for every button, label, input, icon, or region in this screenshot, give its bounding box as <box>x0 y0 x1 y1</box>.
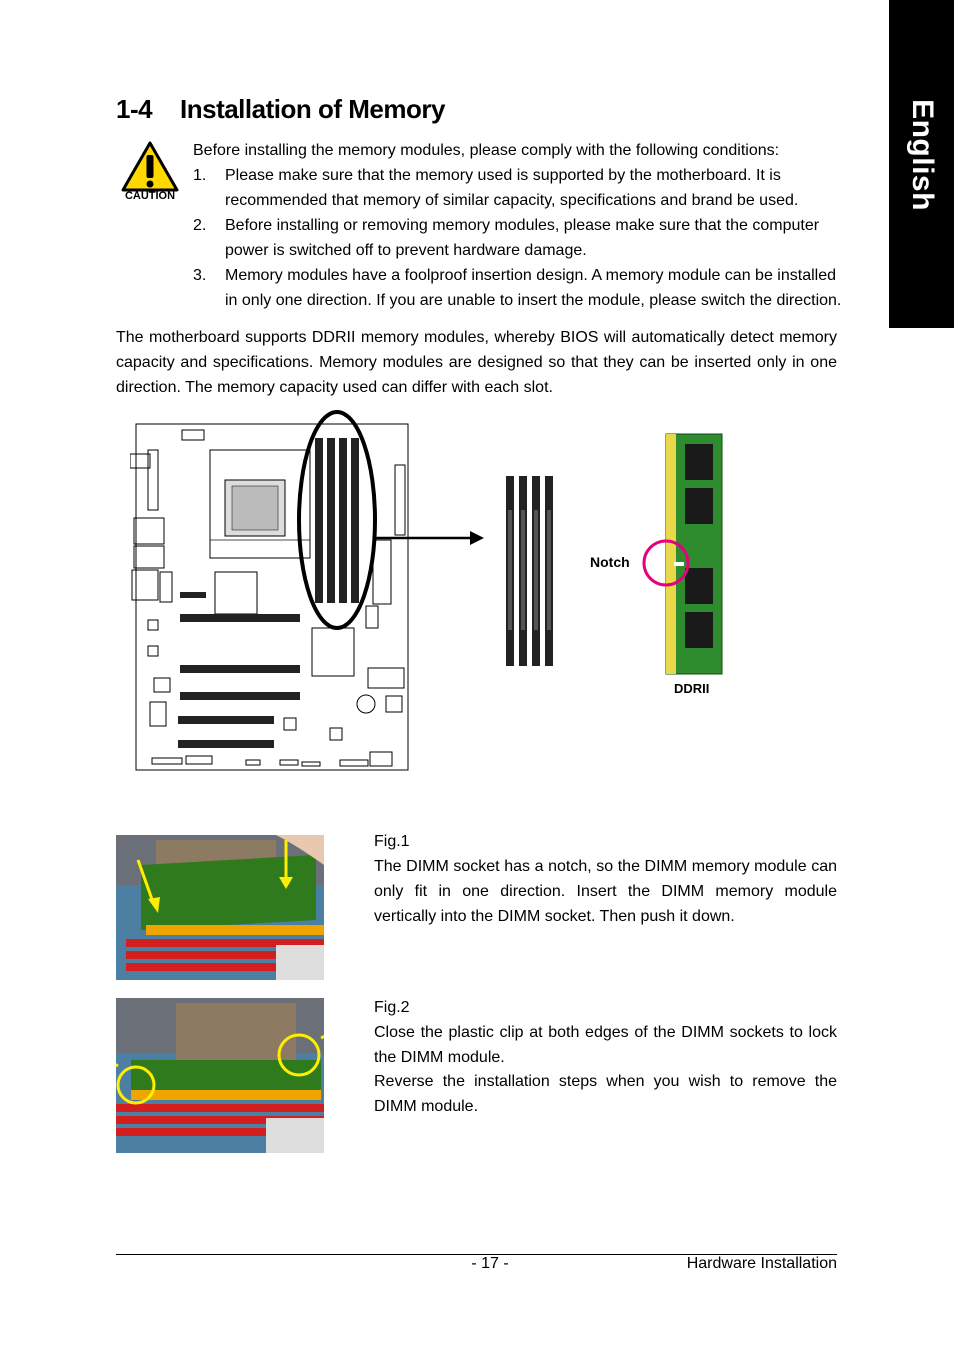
fig2-label: Fig.2 <box>374 999 410 1016</box>
list-item <box>193 263 843 313</box>
fig1-label: Fig.1 <box>374 833 410 850</box>
list-text: Before installing or removing memory modules, please make sure that the computer power is switched off to prevent hardware damage. <box>225 217 820 259</box>
language-tab-label: English <box>905 99 939 211</box>
fig1-photo <box>116 835 324 980</box>
memory-paragraph: The motherboard supports DDRII memory modules, whereby BIOS will automatically detect memory capacity and specifications. Memory modules are designed so that they can be inserted only in one direction. The memory capacity used can differ with each slot. <box>116 329 837 396</box>
section-title: Installation of Memory <box>180 94 445 124</box>
list-item <box>193 213 843 263</box>
list-number: 2. <box>193 217 207 234</box>
list-item <box>193 163 843 213</box>
list-number: 3. <box>193 267 207 284</box>
conditions-list <box>193 163 843 313</box>
list-text: Please make sure that the memory used is supported by the motherboard. It is recommended that memory of similar capacity, specifications and brand be used. <box>225 167 799 209</box>
fig2-photo <box>116 998 324 1153</box>
ddrii-label: DDRII <box>674 681 710 696</box>
page-number: - 17 - <box>471 1255 509 1272</box>
notch-label: Notch <box>590 554 630 570</box>
list-text: Memory modules have a foolproof insertion design. A memory module can be installed in only one direction. If you are unable to insert the module, please switch the direction. <box>225 267 842 309</box>
motherboard-diagram <box>130 410 750 780</box>
footer-section: Hardware Installation <box>686 1255 837 1272</box>
fig2-text-1: Close the plastic clip at both edges of the DIMM sockets to lock the DIMM module. <box>374 1024 837 1066</box>
caution-label: CAUTION <box>124 190 176 202</box>
list-number: 1. <box>193 167 207 184</box>
language-tab <box>889 0 954 328</box>
intro-text: Before installing the memory modules, please comply with the following conditions: <box>193 142 780 159</box>
section-number: 1-4 <box>116 94 153 124</box>
section-heading <box>116 94 445 125</box>
fig2-text-2: Reverse the installation steps when you wish to remove the DIMM module. <box>374 1073 837 1115</box>
fig1-text: The DIMM socket has a notch, so the DIMM memory module can only fit in one direction. Insert the DIMM memory module vertically into the DIMM socket. Then push it down. <box>374 858 837 925</box>
caution-icon <box>120 140 180 206</box>
